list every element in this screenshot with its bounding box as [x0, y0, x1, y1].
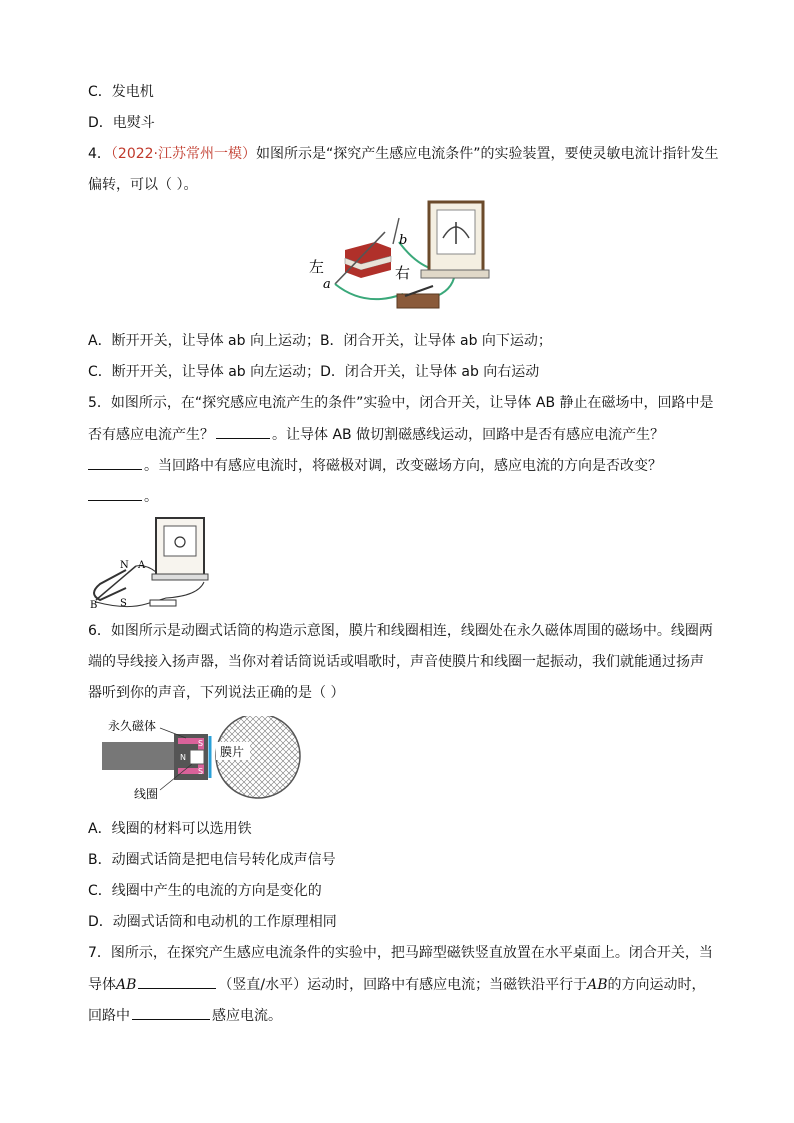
- q3-option-c: C．发电机: [88, 84, 154, 100]
- label-a: a: [323, 277, 331, 292]
- q4-figure: [305, 198, 495, 320]
- q6-stem-line1: 6．如图所示是动圈式话筒的构造示意图，膜片和线圈相连，线圈处在永久磁体周围的磁场中。线圈两: [88, 623, 713, 639]
- handle: [102, 742, 182, 770]
- q7-ab-1: AB: [116, 977, 137, 993]
- label-b: B: [90, 600, 98, 610]
- q5-stem-line3: [88, 455, 662, 476]
- label-magnet: 永久磁体: [108, 719, 157, 733]
- label-coil: 线圈: [134, 787, 159, 801]
- q5-blank-3[interactable]: [88, 486, 142, 501]
- q6-stem-line3: 器听到你的声音，下列说法正确的是（ ）: [88, 685, 345, 701]
- q7-stem-line3: [88, 1005, 282, 1026]
- q4-stem-line1: [88, 144, 719, 164]
- q7-stem-part2: （竖直/水平）运动时，回路中有感应电流；当磁铁沿平行于: [218, 977, 588, 993]
- label-right: 右: [395, 264, 411, 282]
- q7-stem-part1: 导体: [88, 977, 116, 993]
- coil: [190, 750, 204, 764]
- q4-options-cd: C．断开开关，让导体 ab 向左运动；D．闭合开关，让导体 ab 向右运动: [88, 364, 540, 380]
- label-left: 左: [309, 258, 325, 276]
- q5-stem-line1: 5．如图所示，在“探究感应电流产生的条件”实验中，闭合开关，让导体 AB 静止在磁场中，回路中是: [88, 395, 714, 411]
- q5-stem-end: 。: [144, 489, 158, 505]
- label-magnet-pointer: [160, 728, 186, 738]
- q5-stem-line2: [88, 424, 664, 445]
- q4-source: （2022·江苏常州一模）: [110, 146, 257, 162]
- q7-blank-1[interactable]: [138, 974, 216, 989]
- q6-option-c: C．线圈中产生的电流的方向是变化的: [88, 883, 322, 899]
- q3-option-d: D．电熨斗: [88, 115, 155, 131]
- q6-option-d: D．动圈式话筒和电动机的工作原理相同: [88, 914, 337, 930]
- q5-figure: [86, 514, 210, 610]
- q4-stem-line2: 偏转，可以（ ）。: [88, 177, 198, 193]
- label-film: 膜片: [220, 745, 245, 759]
- q5-stem-part1: 否有感应电流产生？: [88, 427, 214, 443]
- q5-blank-2[interactable]: [88, 455, 142, 470]
- label-n: N: [180, 753, 186, 762]
- q6-option-a: A．线圈的材料可以选用铁: [88, 821, 252, 837]
- q4-options-ab: A．断开开关，让导体 ab 向上运动；B．闭合开关，让导体 ab 向下运动；: [88, 333, 552, 349]
- galvanometer-base: [152, 574, 208, 580]
- galvanometer-base: [421, 270, 489, 278]
- q7-stem-part5: 感应电流。: [212, 1008, 282, 1024]
- q7-stem-line1: 7．图所示，在探究产生感应电流条件的实验中，把马蹄型磁铁竖直放置在水平桌面上。闭合开关，当: [88, 945, 713, 961]
- q5-stem-line4: [88, 486, 158, 507]
- q7-blank-2[interactable]: [132, 1005, 210, 1020]
- q7-stem-line2: [88, 974, 706, 995]
- q6-figure: [94, 716, 322, 802]
- wire-a: [335, 284, 403, 299]
- q4-number: 4．: [88, 146, 111, 162]
- switch: [150, 600, 176, 606]
- switch-base: [397, 294, 439, 308]
- label-s: S: [120, 598, 127, 609]
- q4-stem-text: 如图所示是“探究产生感应电流条件”的实验装置，要使灵敏电流计指针发生: [256, 146, 719, 162]
- q6-option-b: B．动圈式话筒是把电信号转化成声信号: [88, 852, 336, 868]
- q5-blank-1[interactable]: [216, 424, 270, 439]
- galvanometer-dial: [164, 526, 196, 556]
- label-s-top: S: [198, 739, 204, 748]
- horseshoe-magnet: [94, 570, 126, 600]
- label-b: b: [399, 233, 408, 248]
- label-n: N: [120, 560, 129, 571]
- q7-stem-part4: 回路中: [88, 1008, 130, 1024]
- q7-ab-2: AB: [587, 977, 608, 993]
- label-a: A: [138, 560, 146, 571]
- q6-stem-line2: 端的导线接入扬声器，当你对着话筒说话或唱歌时，声音使膜片和线圈一起振动，我们就能通过扬声: [88, 654, 704, 670]
- q5-stem-part2: 。让导体 AB 做切割磁感线运动，回路中是否有感应电流产生？: [272, 427, 665, 443]
- label-s-bottom: S: [198, 767, 204, 776]
- q7-stem-part3: 的方向运动时，: [607, 977, 706, 993]
- q5-stem-part3: 。当回路中有感应电流时，将磁极对调，改变磁场方向，感应电流的方向是否改变？: [144, 458, 662, 474]
